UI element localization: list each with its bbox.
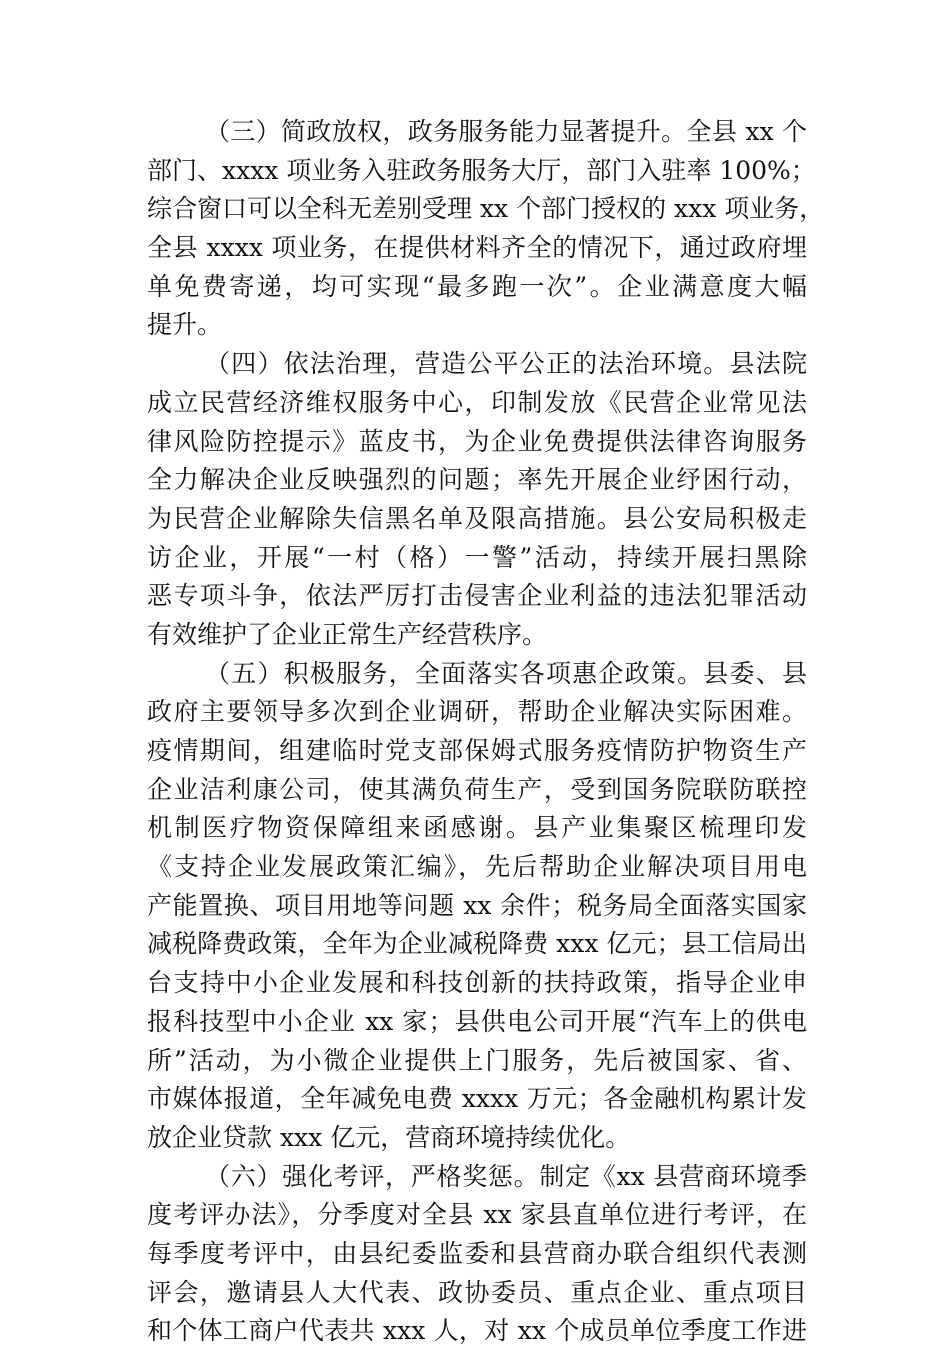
paragraph-5 <box>147 655 807 1158</box>
text-line: 机制医疗物资保障组来函感谢。县产业集聚区梳理印发 <box>147 813 807 843</box>
paragraph-6 <box>147 1158 807 1351</box>
text-line: 疫情期间，组建临时党支部保姆式服务疫情防护物资生产 <box>147 736 807 765</box>
text-line: 台支持中小企业发展和科技创新的扶持政策，指导企业申 <box>147 968 807 998</box>
text-line: 部门、xxxx 项业务入驻政务服务大厅，部门入驻率 100%； <box>147 155 816 185</box>
text-line: 企业洁利康公司，使其满负荷生产，受到国务院联防联控 <box>147 774 807 804</box>
text-line: 报科技型中小企业 xx 家；县供电公司开展“汽车上的供电 <box>147 1006 807 1036</box>
text-line: 《支持企业发展政策汇编》，先后帮助企业解决项目用电 <box>147 852 807 882</box>
text-line: 放企业贷款 xxx 亿元，营商环境持续优化。 <box>147 1122 631 1152</box>
text-line: （三）简政放权，政务服务能力显著提升。全县 xx 个 <box>205 117 807 146</box>
text-line: 全县 xxxx 项业务，在提供材料齐全的情况下，通过政府埋 <box>147 233 807 263</box>
text-line: 每季度考评中，由县纪委监委和县营商办联合组织代表测 <box>147 1238 807 1268</box>
text-line: （四）依法治理，营造公平公正的法治环境。县法院 <box>205 349 807 379</box>
text-line: 全力解决企业反映强烈的问题；率先开展企业纾困行动， <box>147 465 807 495</box>
text-line: 度考评办法》，分季度对全县 xx 家县直单位进行考评，在 <box>147 1200 807 1230</box>
text-line: 政府主要领导多次到企业调研，帮助企业解决实际困难。 <box>147 697 807 727</box>
text-line: 律风险防控提示》蓝皮书，为企业免费提供法律咨询服务 <box>147 426 807 456</box>
text-line: 所”活动，为小微企业提供上门服务，先后被国家、省、 <box>147 1045 807 1075</box>
text-line: 评会，邀请县人大代表、政协委员、重点企业、重点项目 <box>147 1277 807 1307</box>
text-line: 访企业，开展“一村（格）一警”活动，持续开展扫黑除 <box>147 542 807 572</box>
text-line: 恶专项斗争，依法严厉打击侵害企业利益的违法犯罪活动 <box>147 581 807 611</box>
document-page <box>147 113 825 1351</box>
text-line: 市媒体报道，全年减免电费 xxxx 万元；各金融机构累计发 <box>147 1084 807 1114</box>
paragraph-4 <box>147 345 807 655</box>
text-line: 有效维护了企业正常生产经营秩序。 <box>147 619 548 649</box>
text-line: （六）强化考评，严格奖惩。制定《xx 县营商环境季 <box>205 1161 807 1191</box>
text-line: 减税降费政策，全年为企业减税降费 xxx 亿元；县工信局出 <box>147 929 807 959</box>
text-line: 产能置换、项目用地等问题 xx 余件；税务局全面落实国家 <box>147 890 807 920</box>
text-line: 单免费寄递，均可实现“最多跑一次”。企业满意度大幅 <box>147 271 807 301</box>
text-line: 成立民营经济维权服务中心，印制发放《民营企业常见法 <box>147 387 807 417</box>
text-line: 提升。 <box>147 310 223 340</box>
text-line: （五）积极服务，全面落实各项惠企政策。县委、县 <box>205 658 807 688</box>
paragraph-3 <box>147 113 825 345</box>
text-line: 为民营企业解除失信黑名单及限高措施。县公安局积极走 <box>147 503 807 533</box>
text-line: 和个体工商户代表共 xxx 人，对 xx 个成员单位季度工作进 <box>147 1316 807 1346</box>
text-line: 综合窗口可以全科无差别受理 xx 个部门授权的 xxx 项业务， <box>147 194 825 224</box>
